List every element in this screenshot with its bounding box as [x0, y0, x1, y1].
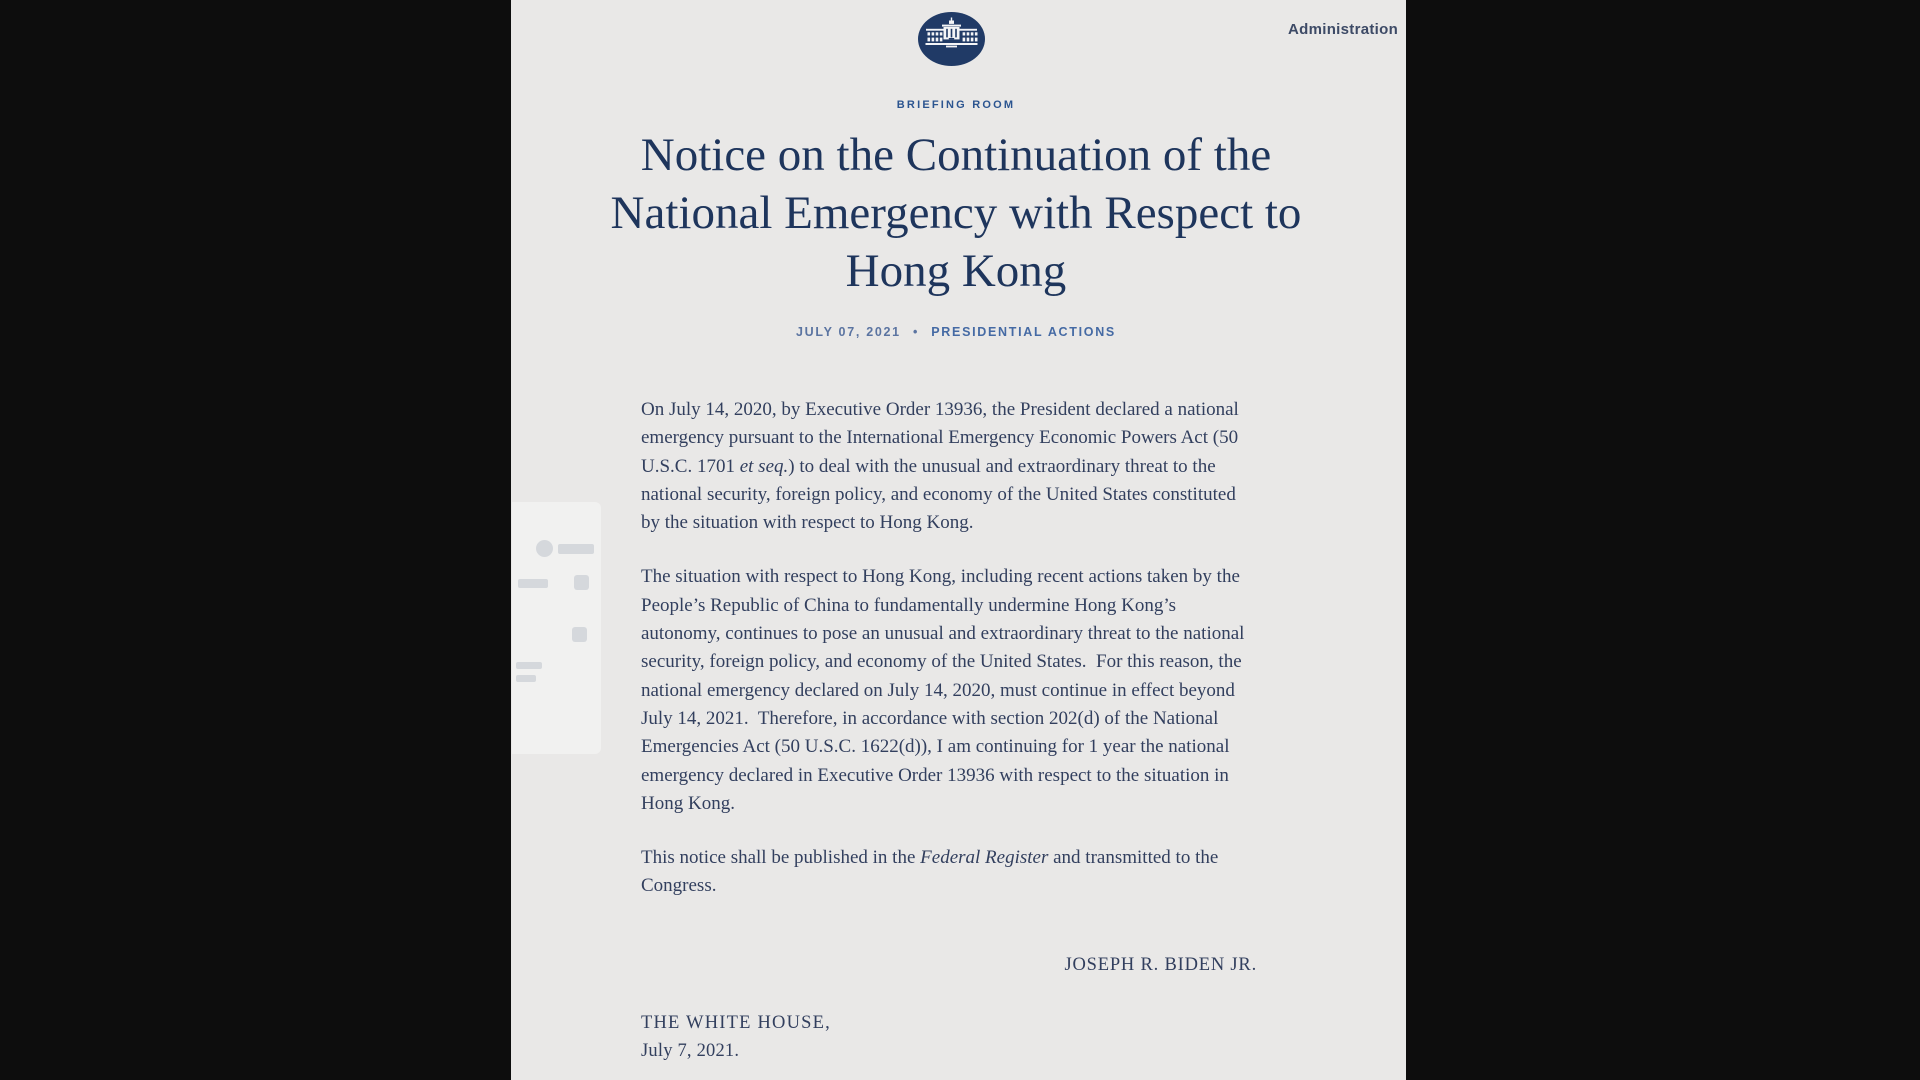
white-house-logo[interactable] — [918, 12, 985, 66]
page — [511, 0, 1406, 1080]
italic-text: Federal Register — [920, 847, 1049, 869]
signature: JOSEPH R. BIDEN JR. — [1064, 955, 1257, 975]
ghost-icon — [536, 540, 553, 557]
article-paragraph — [641, 396, 1257, 537]
meta-separator: • — [913, 325, 920, 339]
briefing-room-link[interactable]: BRIEFING ROOM — [896, 99, 1016, 111]
closing-line-2: July 7, 2021. — [641, 1040, 740, 1061]
ghost-label — [558, 544, 594, 554]
title-line-3: Hong Kong — [845, 245, 1067, 297]
category-link[interactable]: PRESIDENTIAL ACTIONS — [931, 325, 1116, 339]
white-house-seal-icon — [918, 12, 985, 66]
ghost-label — [516, 675, 536, 682]
article-date: JULY 07, 2021 — [796, 325, 901, 339]
closing-line-1: THE WHITE HOUSE, — [641, 1013, 831, 1033]
paragraph-text: and transmitted to the Congress. — [641, 847, 1219, 897]
ghost-icon — [574, 575, 589, 590]
article-title — [511, 126, 1401, 300]
letterbox-left — [0, 0, 511, 1080]
paragraph-text: ) to deal with the unusual and extraordinary threat to the national security, foreign policy, and economy of the United States constituted by the situation with respect to Hong Kong. — [641, 455, 1236, 534]
title-line-1: Notice on the Continuation of the — [640, 129, 1272, 181]
article-paragraph — [641, 844, 1257, 901]
administration-nav-link[interactable]: Administration — [1288, 21, 1399, 38]
article-paragraph — [641, 563, 1257, 818]
paragraph-text: This notice shall be published in the — [641, 847, 921, 869]
closing — [641, 1010, 831, 1065]
letterbox-right — [1406, 0, 1920, 1080]
ghost-overlay-panel — [512, 502, 601, 754]
title-line-2: National Emergency with Respect to — [610, 187, 1302, 239]
article-body — [641, 396, 1257, 927]
italic-text: et seq. — [739, 455, 789, 477]
paragraph-text: The situation with respect to Hong Kong, including recent actions taken by the People’s Republic of China to fundamentally undermine Hong Kong’s autonomy, continues to pose an unusual and extraordinary threat to the national security, foreign policy, and economy of the United States. For this reason, the national emergency declared on July 14, 2020, must continue in effect beyond July 14, 2021. Therefore, in accordance with section 202(d) of the National Emergencies Act (50 U.S.C. 1622(d)), I am continuing for 1 year the national emergency declared in Executive Order 13936 with respect to the situation in Hong Kong. — [641, 566, 1245, 814]
ghost-label — [516, 662, 542, 669]
article-meta — [511, 325, 1401, 339]
ghost-icon — [572, 627, 587, 642]
ghost-label — [518, 579, 548, 588]
paragraph-text: On July 14, 2020, by Executive Order 13936, the President declared a national emergency pursuant to the International Emergency Economic Powers Act (50 U.S.C. 1701 — [641, 399, 1239, 477]
